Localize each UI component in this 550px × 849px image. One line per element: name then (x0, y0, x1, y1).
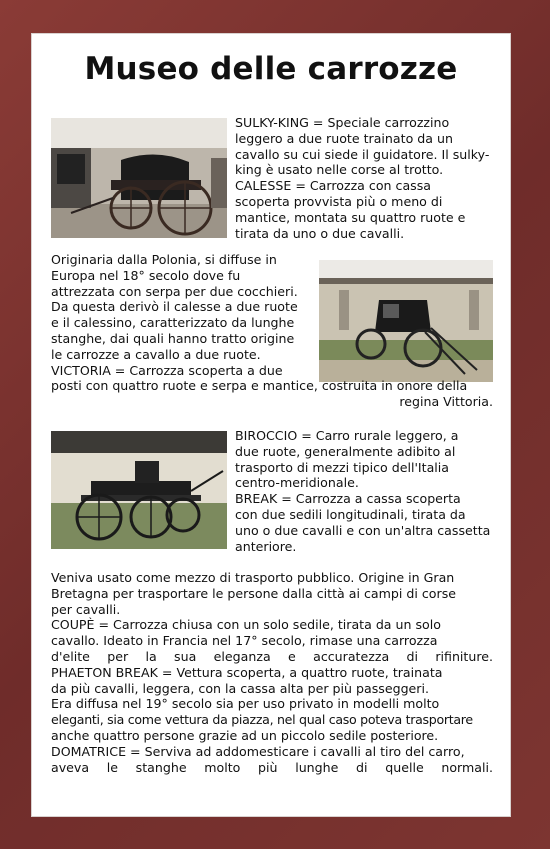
page-title: Museo delle carrozze (84, 51, 458, 87)
text-line: posti con quattro ruote e serpa e mantice, costruita in onore della (51, 378, 468, 393)
text-line: attrezzata con serpa per due cocchieri. (51, 283, 298, 299)
text-line: stanghe, dai quali hanno tratto origine (51, 330, 295, 346)
text-line: BREAK = Carrozza a cassa scoperta (235, 491, 461, 507)
text-line: BIROCCIO = Carro rurale leggero, a (235, 428, 459, 443)
text-line: leggero a due ruote trainato da un (235, 130, 453, 146)
text-line: e il calessino, caratterizzato da lunghe (51, 315, 295, 331)
sulky-king-carriage-photo (51, 118, 227, 238)
text-line: scoperta provvista più o meno di (235, 193, 443, 209)
text-line: due ruote, generalmente adibito al (235, 443, 456, 459)
text-line: con due sedili longitudinali, tirata da (235, 506, 466, 522)
text-block-victoria (51, 378, 493, 410)
text-line: anteriore. (235, 538, 297, 554)
text-line: uno o due cavalli e con un'altra cassetta (235, 522, 491, 538)
text-line: le carrozze a cavallo a due ruote. (51, 346, 261, 362)
text-line: per cavalli. (51, 601, 121, 617)
text-line: VICTORIA = Carrozza scoperta a due (51, 362, 283, 378)
text-line: SULKY-KING = Speciale carrozzino (235, 115, 450, 130)
text-line: COUPÈ = Carrozza chiusa con un solo sedile, tirata da un solo (51, 617, 441, 633)
text-block-coupe-phaeton-domatrice (51, 570, 493, 775)
text-line: Europa nel 18° secolo dove fu (51, 267, 241, 283)
text-line: centro-meridionale. (235, 475, 359, 491)
text-line: Bretagna per trasportare le persone dalla città ai campi di corse (51, 585, 456, 601)
calesse-carriage-photo (319, 260, 493, 382)
text-line: Originaria dalla Polonia, si diffuse in (51, 252, 277, 267)
text-line: Veniva usato come mezzo di trasporto pubblico. Origine in Gran (51, 570, 455, 585)
text-line: CALESSE = Carrozza con cassa (235, 178, 431, 194)
text-line: anche quattro persone grazie ad un piccolo sedile posteriore. (51, 727, 439, 743)
text-line: cavallo. Ideato in Francia nel 17° secolo, rimase una carrozza (51, 633, 438, 649)
poster-panel (31, 33, 511, 817)
text-line: PHAETON BREAK = Vettura scoperta, a quattro ruote, trainata (51, 664, 443, 680)
text-line: DOMATRICE = Serviva ad addomesticare i cavalli al tiro del carro, (51, 743, 465, 759)
break-carriage-photo (51, 431, 227, 549)
text-block-biroccio-break (235, 428, 493, 554)
text-block-calesse-origin (51, 252, 323, 378)
text-line: d'elite per la sua eleganza e accuratezza di rifiniture. (51, 648, 493, 664)
text-line: da più cavalli, leggera, con la cassa alta per più passeggeri. (51, 680, 429, 696)
text-line: Da questa derivò il calesse a due ruote (51, 299, 298, 315)
text-block-sulky-calesse (235, 115, 493, 241)
text-line: eleganti, sia come vettura da piazza, nel qual caso poteva trasportare (51, 712, 473, 728)
text-line: tirata da uno o due cavalli. (235, 225, 405, 241)
text-line: mantice, montata su quattro ruote e (235, 209, 466, 225)
text-line: Era diffusa nel 19° secolo sia per uso privato in modelli molto (51, 696, 440, 712)
text-line: regina Vittoria. (399, 393, 493, 409)
text-line: cavallo su cui siede il guidatore. Il sulky- (235, 146, 490, 162)
text-line: king è usato nelle corse al trotto. (235, 162, 444, 178)
text-line: aveva le stanghe molto più lunghe di quelle normali. (51, 759, 493, 775)
text-line: trasporto di mezzi tipico dell'Italia (235, 459, 450, 475)
